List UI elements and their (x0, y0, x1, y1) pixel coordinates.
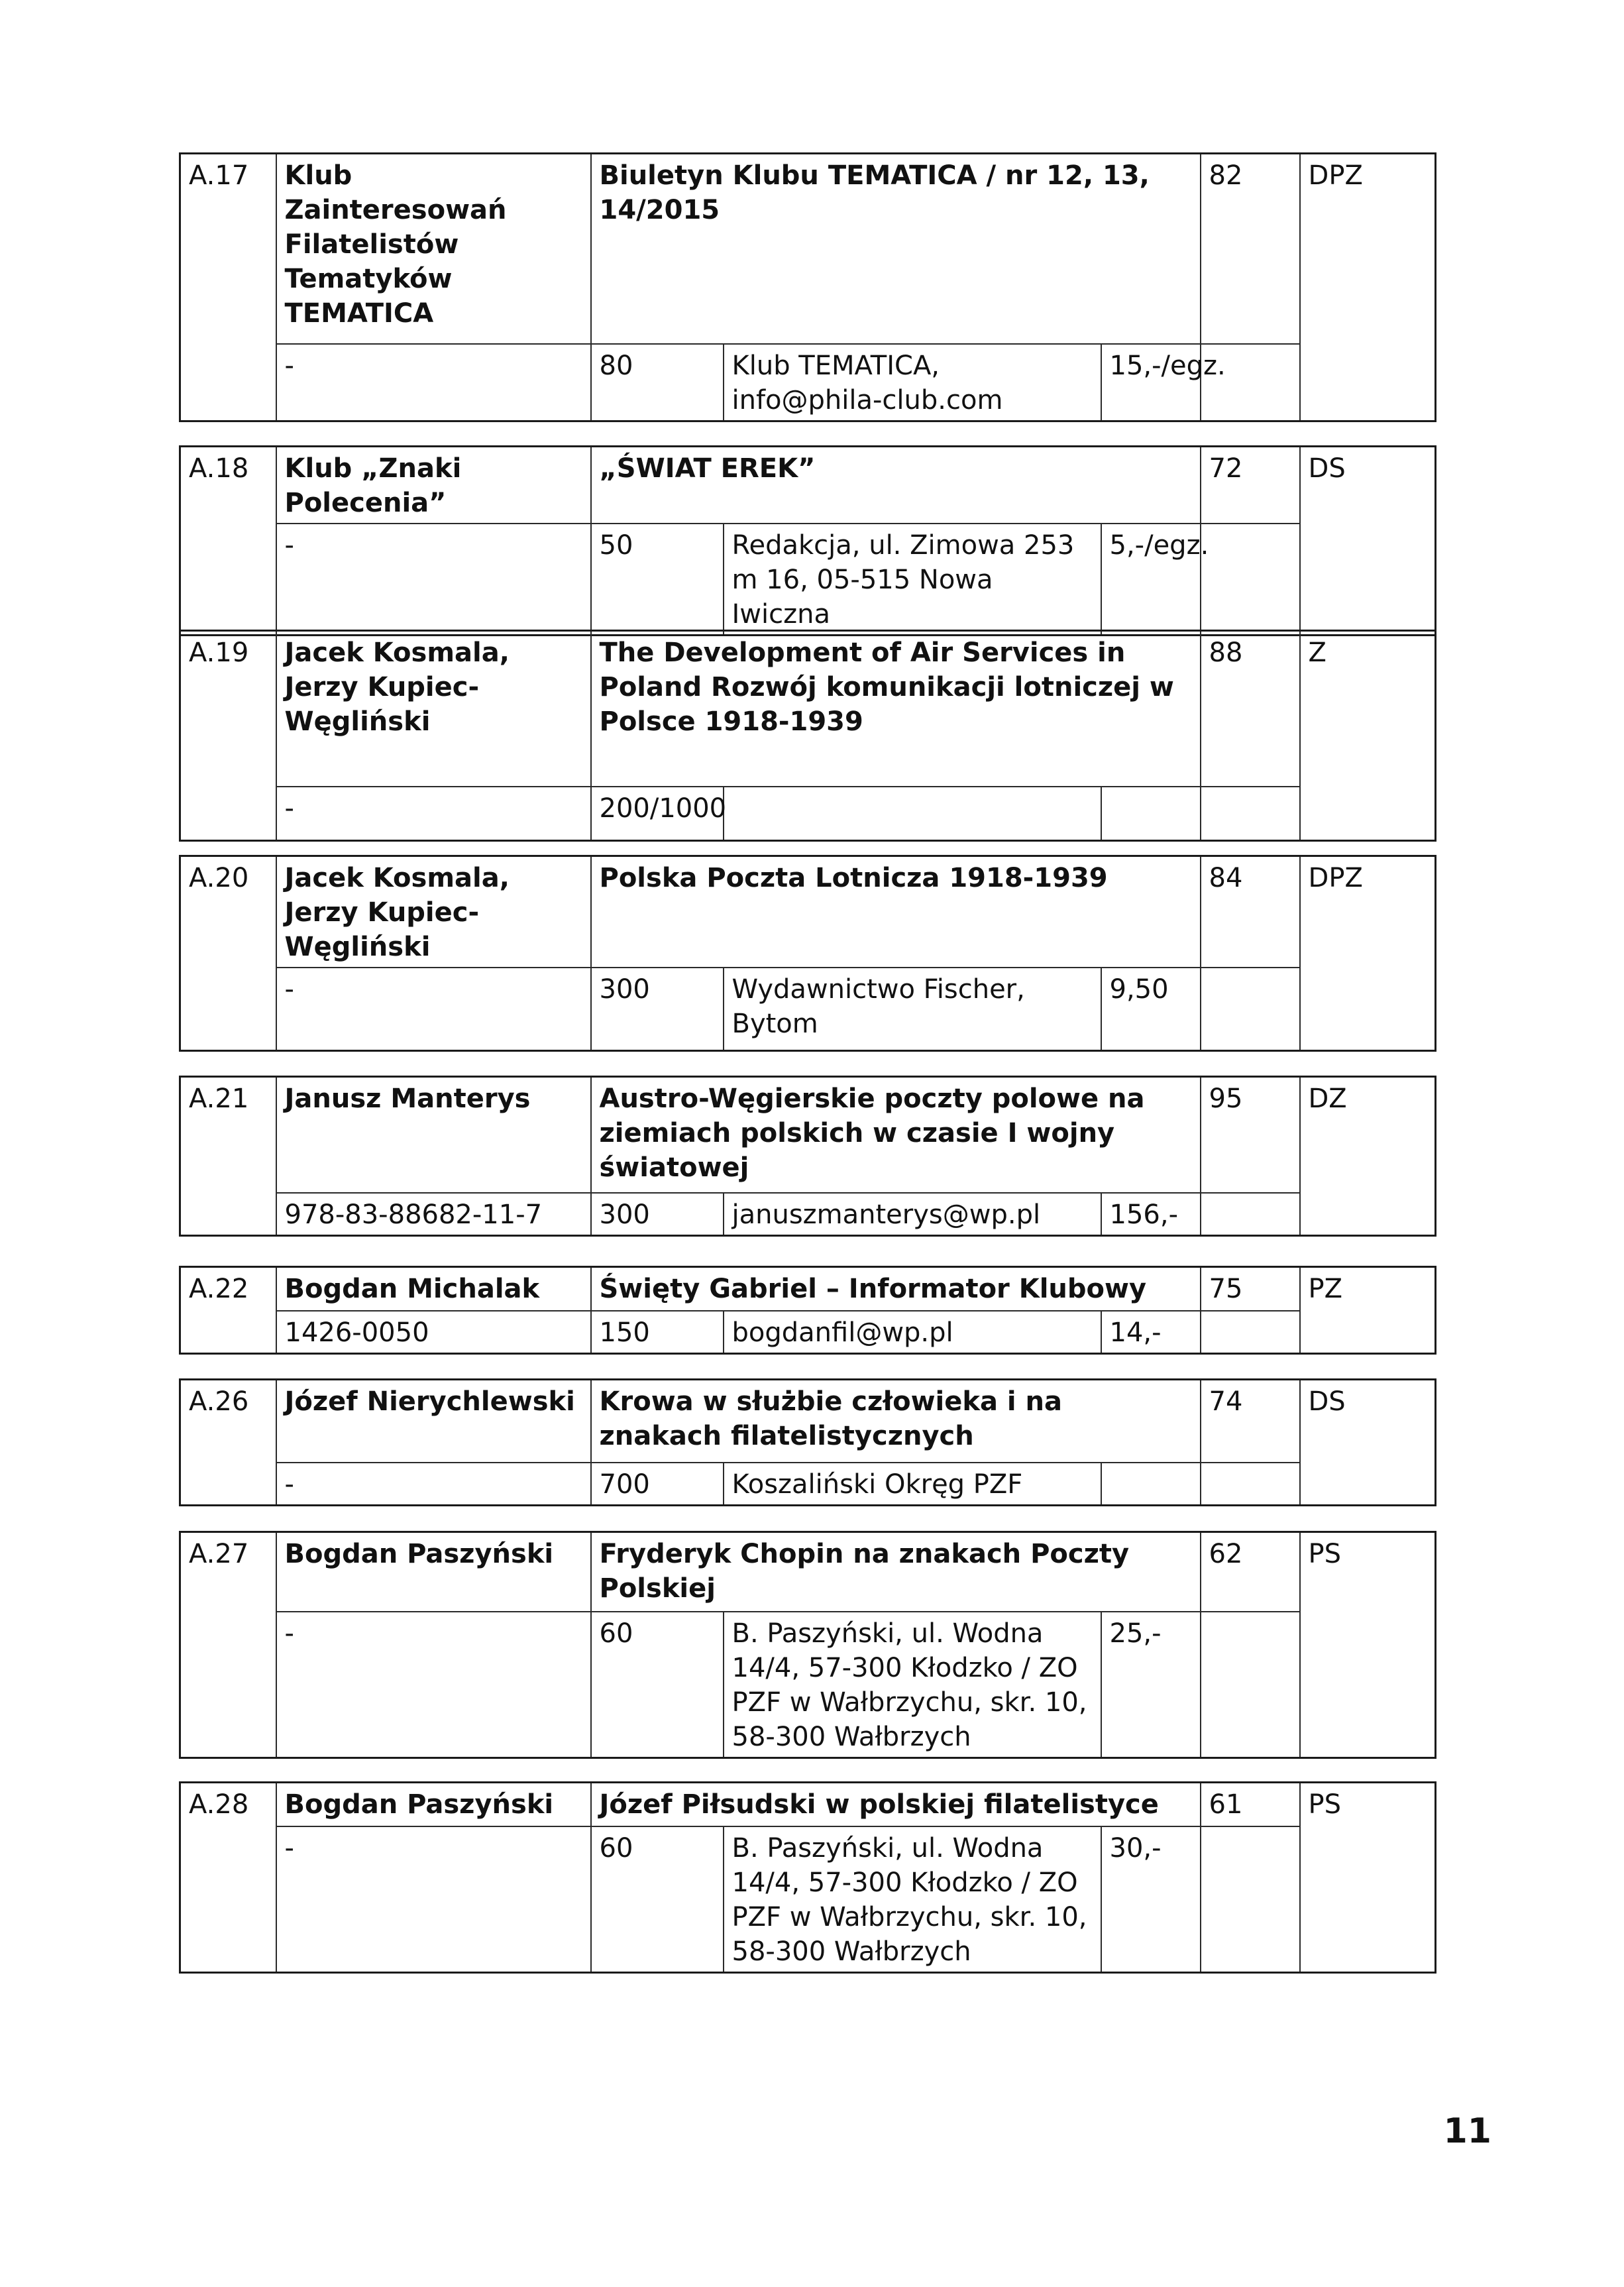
entry-title: Biuletyn Klubu TEMATICA / nr 12, 13, 14/2015 (591, 154, 1201, 344)
entry-contact: Koszaliński Okręg PZF (724, 1463, 1101, 1506)
entry-price: 156,- (1101, 1193, 1201, 1236)
entry-medal: DPZ (1300, 856, 1436, 1051)
entry-author: Bogdan Paszyński (276, 1532, 591, 1612)
entry-title: Polska Poczta Lotnicza 1918-1939 (591, 856, 1201, 968)
entry-title: „ŚWIAT EREK” (591, 447, 1201, 524)
entry-number: A.18 (180, 447, 276, 636)
entry-points: 88 (1201, 631, 1300, 787)
entry-points: 82 (1201, 154, 1300, 344)
catalog-entry (179, 855, 1435, 1052)
entry-number: A.22 (180, 1267, 276, 1354)
entry-number: A.28 (180, 1783, 276, 1973)
entry-price: 14,- (1101, 1311, 1201, 1354)
entry-medal: DS (1300, 1380, 1436, 1506)
entry-price: 30,- (1101, 1826, 1201, 1973)
entry-isbn: - (276, 524, 591, 636)
entry-contact: bogdanfil@wp.pl (724, 1311, 1101, 1354)
entry-blank (1201, 1193, 1300, 1236)
entry-contact: Wydawnictwo Fischer, Bytom (724, 968, 1101, 1050)
entry-points: 84 (1201, 856, 1300, 968)
entry-number: A.17 (180, 154, 276, 421)
entry-isbn: - (276, 1826, 591, 1973)
entry-medal: DPZ (1300, 154, 1436, 421)
entry-table (179, 630, 1436, 842)
entry-table (179, 1781, 1436, 1974)
entry-title: Krowa w służbie człowieka i na znakach filatelistycznych (591, 1380, 1201, 1463)
entry-title: Józef Piłsudski w polskiej filatelistyce (591, 1783, 1201, 1826)
page-number: 11 (1443, 2111, 1491, 2151)
entry-title: Austro-Węgierskie poczty polowe na ziemiach polskich w czasie I wojny światowej (591, 1077, 1201, 1193)
entry-pages: 150 (591, 1311, 724, 1354)
catalog-entry (179, 630, 1435, 842)
entry-pages: 60 (591, 1826, 724, 1973)
entry-points: 95 (1201, 1077, 1300, 1193)
entry-table (179, 1378, 1436, 1506)
entry-number: A.27 (180, 1532, 276, 1758)
entry-author: Bogdan Paszyński (276, 1783, 591, 1826)
entry-price: 15,-/egz. (1101, 344, 1201, 421)
entry-isbn: 1426-0050 (276, 1311, 591, 1354)
entry-table (179, 1531, 1436, 1759)
entry-isbn: - (276, 968, 591, 1050)
entry-price: 9,50 (1101, 968, 1201, 1050)
entry-blank (1201, 1826, 1300, 1973)
entry-blank (1201, 1463, 1300, 1506)
entry-number: A.21 (180, 1077, 276, 1236)
entry-number: A.19 (180, 631, 276, 841)
catalog-entry (179, 152, 1435, 422)
catalog-entry (179, 1076, 1435, 1237)
entry-contact: B. Paszyński, ul. Wodna 14/4, 57-300 Kłodzko / ZO PZF w Wałbrzychu, skr. 10, 58-300 Wałbrzych (724, 1826, 1101, 1973)
catalog-entry (179, 1378, 1435, 1506)
entry-blank (1201, 1612, 1300, 1758)
entry-title: Fryderyk Chopin na znakach Poczty Polskiej (591, 1532, 1201, 1612)
entry-price (1101, 1463, 1201, 1506)
entry-price (1101, 787, 1201, 841)
entry-points: 75 (1201, 1267, 1300, 1311)
entry-table (179, 1076, 1436, 1237)
entry-author: Jacek Kosmala, Jerzy Kupiec-Węgliński (276, 631, 591, 787)
entry-pages: 300 (591, 1193, 724, 1236)
entry-table (179, 855, 1436, 1052)
entry-title: The Development of Air Services in Poland Rozwój komunikacji lotniczej w Polsce 1918-1939 (591, 631, 1201, 787)
entry-contact (724, 787, 1101, 841)
catalog-entry (179, 1531, 1435, 1759)
entry-contact: januszmanterys@wp.pl (724, 1193, 1101, 1236)
entry-isbn: - (276, 787, 591, 841)
entry-number: A.26 (180, 1380, 276, 1506)
entry-pages: 300 (591, 968, 724, 1050)
entry-author: Klub Zainteresowań Filatelistów Tematyków TEMATICA (276, 154, 591, 344)
entry-pages: 80 (591, 344, 724, 421)
entry-isbn: 978-83-88682-11-7 (276, 1193, 591, 1236)
entry-points: 62 (1201, 1532, 1300, 1612)
entry-medal: PS (1300, 1532, 1436, 1758)
entry-author: Józef Nierychlewski (276, 1380, 591, 1463)
entry-table (179, 445, 1436, 636)
catalog-entry (179, 1266, 1435, 1355)
entry-author: Klub „Znaki Polecenia” (276, 447, 591, 524)
entry-medal: PS (1300, 1783, 1436, 1973)
entry-blank (1201, 968, 1300, 1050)
entry-medal: DZ (1300, 1077, 1436, 1236)
entry-isbn: - (276, 1612, 591, 1758)
entry-pages: 60 (591, 1612, 724, 1758)
entry-medal: DS (1300, 447, 1436, 636)
entry-price: 5,-/egz. (1101, 524, 1201, 636)
entry-contact: B. Paszyński, ul. Wodna 14/4, 57-300 Kłodzko / ZO PZF w Wałbrzychu, skr. 10, 58-300 Wałbrzych (724, 1612, 1101, 1758)
entry-points: 61 (1201, 1783, 1300, 1826)
entry-blank (1201, 524, 1300, 636)
entry-blank (1201, 787, 1300, 841)
entry-points: 72 (1201, 447, 1300, 524)
entry-contact: Redakcja, ul. Zimowa 253 m 16, 05-515 Nowa Iwiczna (724, 524, 1101, 636)
entry-medal: PZ (1300, 1267, 1436, 1354)
entry-contact: Klub TEMATICA, info@phila-club.com (724, 344, 1101, 421)
entry-table (179, 152, 1436, 422)
entry-author: Bogdan Michalak (276, 1267, 591, 1311)
entry-pages: 50 (591, 524, 724, 636)
entry-author: Jacek Kosmala, Jerzy Kupiec-Węgliński (276, 856, 591, 968)
catalog-entry (179, 1781, 1435, 1974)
entry-price: 25,- (1101, 1612, 1201, 1758)
entry-number: A.20 (180, 856, 276, 1051)
entry-medal: Z (1300, 631, 1436, 841)
entry-isbn: - (276, 344, 591, 421)
entry-pages: 200/1000 (591, 787, 724, 841)
entry-points: 74 (1201, 1380, 1300, 1463)
entry-title: Święty Gabriel – Informator Klubowy (591, 1267, 1201, 1311)
entry-table (179, 1266, 1436, 1355)
entry-blank (1201, 1311, 1300, 1354)
entry-pages: 700 (591, 1463, 724, 1506)
catalog-entry (179, 445, 1435, 636)
entry-author: Janusz Manterys (276, 1077, 591, 1193)
entry-isbn: - (276, 1463, 591, 1506)
